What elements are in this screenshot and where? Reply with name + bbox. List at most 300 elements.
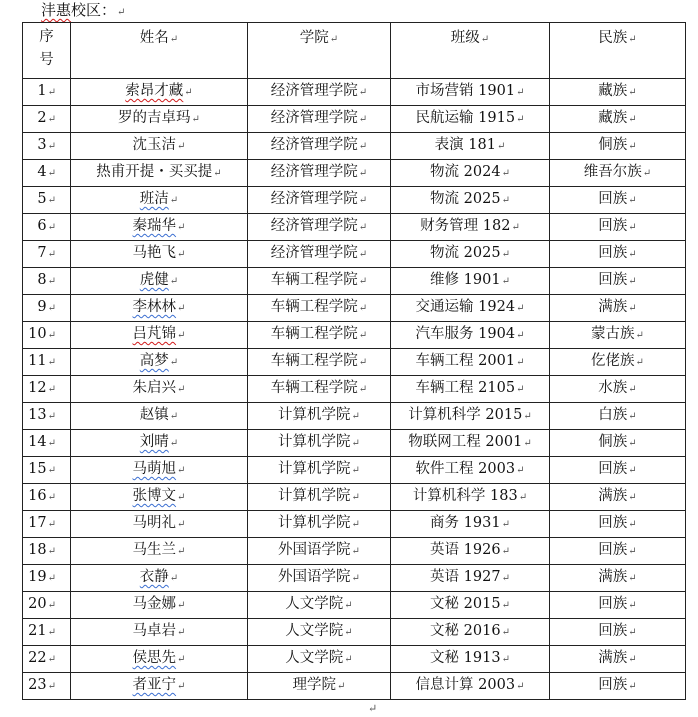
- cell-college: [248, 511, 391, 538]
- paragraph-mark-icon: ↵: [628, 519, 637, 530]
- cell-name-text: 朱启兴: [132, 380, 177, 396]
- cell-seq-text: 2: [37, 110, 47, 126]
- cell-class: [391, 79, 550, 106]
- cell-college: [248, 187, 391, 214]
- cell-class: [391, 268, 550, 295]
- header-seq-bottom: 号: [39, 52, 54, 68]
- cell-seq: [23, 592, 71, 619]
- cell-ethnicity: [550, 133, 686, 160]
- paragraph-mark-icon: ↵: [177, 222, 186, 233]
- header-college-label: 学院: [299, 30, 329, 46]
- cell-class-text: 车辆工程 2105: [415, 380, 516, 396]
- cell-ethnicity-text: 回族: [598, 218, 628, 234]
- paragraph-mark-icon: ↵: [213, 168, 222, 179]
- cell-class-text: 物流 2025: [430, 191, 501, 207]
- paragraph-mark-icon: ↵: [516, 330, 525, 341]
- cell-name: [71, 457, 248, 484]
- cell-class: [391, 511, 550, 538]
- cell-class-text: 车辆工程 2001: [415, 353, 516, 369]
- cell-class-text: 文秘 1913: [430, 650, 501, 666]
- paragraph-mark-icon: ↵: [516, 114, 525, 125]
- cell-seq-text: 20: [28, 596, 47, 612]
- cell-seq: [23, 241, 71, 268]
- paragraph-mark-icon: ↵: [177, 141, 186, 152]
- cell-ethnicity: [550, 79, 686, 106]
- cell-college-text: 计算机学院: [278, 434, 351, 450]
- cell-class-text: 信息计算 2003: [415, 677, 516, 693]
- table-row: [23, 322, 686, 349]
- cell-class: [391, 673, 550, 700]
- cell-ethnicity: [550, 565, 686, 592]
- cell-name-text: 马卓岩: [132, 623, 177, 639]
- cell-seq-text: 17: [28, 515, 47, 531]
- cell-class-text: 物流 2025: [430, 245, 501, 261]
- paragraph-mark-icon: ↵: [177, 627, 186, 638]
- cell-college-text: 计算机学院: [278, 461, 351, 477]
- table-row: [23, 187, 686, 214]
- cell-ethnicity-text: 满族: [598, 488, 628, 504]
- paragraph-mark-icon: ↵: [358, 357, 368, 368]
- paragraph-mark-icon: ↵: [516, 357, 525, 368]
- cell-name: [71, 376, 248, 403]
- table-row: [23, 403, 686, 430]
- cell-name: [71, 160, 248, 187]
- cell-class: [391, 349, 550, 376]
- paragraph-mark-icon: ↵: [177, 492, 186, 503]
- cell-college: [248, 241, 391, 268]
- cell-class-text: 物流 2024: [430, 164, 501, 180]
- cell-name: [71, 106, 248, 133]
- cell-ethnicity-text: 侗族: [598, 434, 628, 450]
- cell-college-text: 人文学院: [285, 596, 344, 612]
- cell-seq: [23, 673, 71, 700]
- paragraph-mark-icon: ↵: [628, 303, 637, 314]
- cell-seq-text: 13: [28, 407, 47, 423]
- cell-seq-text: 7: [37, 245, 47, 261]
- table-row: [23, 106, 686, 133]
- cell-name-text: 马生兰: [132, 542, 177, 558]
- paragraph-mark-icon: ↵: [516, 303, 525, 314]
- paragraph-mark-icon: ↵: [47, 222, 56, 233]
- cell-class: [391, 565, 550, 592]
- paragraph-mark-icon: ↵: [47, 546, 56, 557]
- cell-college: [248, 403, 391, 430]
- cell-college: [248, 619, 391, 646]
- cell-ethnicity-text: 回族: [598, 191, 628, 207]
- table-body: [23, 79, 686, 700]
- cell-ethnicity: [550, 457, 686, 484]
- table-row: [23, 430, 686, 457]
- cell-name-text: 热甫开提・买买提: [96, 164, 213, 180]
- paragraph-mark-icon: ↵: [628, 654, 637, 665]
- cell-college: [248, 322, 391, 349]
- cell-seq: [23, 430, 71, 457]
- paragraph-mark-icon: ↵: [628, 34, 637, 45]
- table-row: [23, 565, 686, 592]
- paragraph-mark-icon: ↵: [516, 384, 525, 395]
- cell-ethnicity-text: 藏族: [598, 110, 628, 126]
- cell-college: [248, 484, 391, 511]
- cell-class-text: 市场营销 1901: [415, 83, 516, 99]
- cell-ethnicity: [550, 322, 686, 349]
- cell-class-text: 汽车服务 1904: [415, 326, 516, 342]
- cell-seq-text: 4: [37, 164, 47, 180]
- paragraph-mark-icon: ↵: [501, 195, 510, 206]
- table-row: [23, 133, 686, 160]
- cell-name-text: 马金娜: [132, 596, 177, 612]
- paragraph-mark-icon: ↵: [480, 34, 490, 45]
- cell-college: [248, 646, 391, 673]
- paragraph-mark-icon: ↵: [358, 330, 368, 341]
- cell-ethnicity: [550, 538, 686, 565]
- paragraph-mark-icon: ↵: [47, 114, 56, 125]
- cell-name: [71, 646, 248, 673]
- paragraph-mark-icon: ↵: [358, 384, 368, 395]
- table-row: [23, 619, 686, 646]
- paragraph-mark-icon: ↵: [628, 681, 637, 692]
- paragraph-mark-icon: ↵: [501, 627, 510, 638]
- cell-class-text: 商务 1931: [430, 515, 501, 531]
- cell-ethnicity: [550, 214, 686, 241]
- paragraph-mark-icon: ↵: [351, 438, 360, 449]
- paragraph-mark-icon: ↵: [628, 141, 637, 152]
- cell-seq: [23, 79, 71, 106]
- cell-college-text: 计算机学院: [278, 515, 351, 531]
- cell-college-text: 经济管理学院: [270, 110, 358, 126]
- cell-class-text: 交通运输 1924: [415, 299, 516, 315]
- cell-ethnicity: [550, 403, 686, 430]
- cell-seq-text: 12: [28, 380, 47, 396]
- header-class: [391, 23, 550, 79]
- cell-ethnicity-text: 藏族: [598, 83, 628, 99]
- paragraph-mark-icon: ↵: [177, 681, 186, 692]
- paragraph-mark-icon: ↵: [518, 492, 528, 503]
- paragraph-mark-icon: ↵: [344, 600, 353, 611]
- cell-college: [248, 160, 391, 187]
- header-name: [71, 23, 248, 79]
- cell-name: [71, 241, 248, 268]
- cell-ethnicity-text: 回族: [598, 515, 628, 531]
- cell-class: [391, 241, 550, 268]
- cell-ethnicity: [550, 619, 686, 646]
- cell-college: [248, 79, 391, 106]
- cell-class-text: 计算机科学 2015: [408, 407, 523, 423]
- cell-ethnicity: [550, 160, 686, 187]
- cell-ethnicity-text: 回族: [598, 623, 628, 639]
- cell-college-text: 车辆工程学院: [270, 299, 358, 315]
- paragraph-mark-icon: ↵: [628, 222, 637, 233]
- header-class-label: 班级: [450, 30, 480, 46]
- cell-class: [391, 592, 550, 619]
- paragraph-mark-icon: ↵: [501, 249, 510, 260]
- cell-ethnicity-text: 仡佬族: [591, 353, 635, 369]
- cell-name: [71, 322, 248, 349]
- paragraph-mark-icon: ↵: [358, 276, 368, 287]
- table-row: [23, 457, 686, 484]
- paragraph-mark-icon: ↵: [169, 573, 179, 584]
- cell-seq: [23, 538, 71, 565]
- cell-ethnicity-text: 维吾尔族: [583, 164, 642, 180]
- cell-ethnicity-text: 侗族: [598, 137, 628, 153]
- cell-class: [391, 403, 550, 430]
- header-name-label: 姓名: [139, 30, 169, 46]
- paragraph-mark-icon: ↵: [351, 465, 360, 476]
- cell-class: [391, 187, 550, 214]
- cell-name: [71, 133, 248, 160]
- table-header-row: [23, 23, 686, 79]
- cell-class: [391, 457, 550, 484]
- cell-seq-text: 3: [37, 137, 47, 153]
- paragraph-mark-icon: ↵: [337, 681, 346, 692]
- paragraph-mark-icon: ↵: [169, 411, 179, 422]
- paragraph-mark-icon: ↵: [47, 465, 56, 476]
- cell-college-text: 理学院: [292, 677, 337, 693]
- campus-name: 沣惠: [41, 1, 72, 19]
- cell-college-text: 人文学院: [285, 623, 344, 639]
- cell-class: [391, 295, 550, 322]
- paragraph-mark-icon: ↵: [169, 357, 179, 368]
- cell-ethnicity-text: 回族: [598, 461, 628, 477]
- cell-class: [391, 322, 550, 349]
- cell-name-text: 马萌旭: [132, 461, 177, 477]
- paragraph-mark-icon: ↵: [501, 168, 510, 179]
- cell-name: [71, 79, 248, 106]
- cell-college: [248, 430, 391, 457]
- cell-seq: [23, 295, 71, 322]
- paragraph-mark-icon: ↵: [635, 357, 644, 368]
- cell-class: [391, 538, 550, 565]
- cell-college-text: 外国语学院: [278, 569, 351, 585]
- paragraph-mark-icon: ↵: [516, 465, 525, 476]
- cell-name: [71, 565, 248, 592]
- cell-college-text: 外国语学院: [278, 542, 351, 558]
- table-row: [23, 592, 686, 619]
- paragraph-mark-icon: ↵: [351, 573, 360, 584]
- paragraph-mark-icon: ↵: [177, 465, 186, 476]
- cell-ethnicity: [550, 430, 686, 457]
- cell-name: [71, 187, 248, 214]
- cell-class: [391, 214, 550, 241]
- paragraph-mark-icon: ↵: [635, 330, 644, 341]
- cell-name-text: 李林林: [132, 299, 177, 315]
- cell-class-text: 软件工程 2003: [415, 461, 516, 477]
- cell-name: [71, 403, 248, 430]
- cell-name-text: 侯思先: [132, 650, 177, 666]
- paragraph-mark-icon: ↵: [47, 195, 56, 206]
- paragraph-mark-icon: ↵: [177, 303, 186, 314]
- paragraph-mark-icon: ↵: [511, 222, 520, 233]
- cell-seq: [23, 106, 71, 133]
- cell-college: [248, 268, 391, 295]
- cell-name-text: 沈玉洁: [132, 137, 177, 153]
- cell-seq: [23, 187, 71, 214]
- end-paragraph-mark-icon: ↵: [368, 702, 378, 715]
- table-row: [23, 538, 686, 565]
- cell-class: [391, 484, 550, 511]
- cell-ethnicity: [550, 187, 686, 214]
- paragraph-mark-icon: ↵: [169, 34, 179, 45]
- cell-ethnicity-text: 回族: [598, 272, 628, 288]
- paragraph-mark-icon: ↵: [501, 573, 510, 584]
- paragraph-mark-icon: ↵: [47, 411, 56, 422]
- table-row: [23, 160, 686, 187]
- paragraph-mark-icon: ↵: [351, 492, 360, 503]
- table-row: [23, 646, 686, 673]
- cell-ethnicity: [550, 673, 686, 700]
- paragraph-mark-icon: ↵: [628, 492, 637, 503]
- cell-seq-text: 22: [28, 650, 47, 666]
- paragraph-mark-icon: ↵: [358, 141, 368, 152]
- cell-ethnicity: [550, 646, 686, 673]
- paragraph-mark-icon: ↵: [628, 465, 637, 476]
- paragraph-mark-icon: ↵: [169, 195, 179, 206]
- cell-class: [391, 376, 550, 403]
- cell-name: [71, 484, 248, 511]
- paragraph-mark-icon: ↵: [642, 168, 652, 179]
- cell-name-text: 吕芃锦: [132, 326, 177, 342]
- table-row: [23, 268, 686, 295]
- cell-name: [71, 295, 248, 322]
- paragraph-mark-icon: ↵: [628, 249, 637, 260]
- header-college: [248, 23, 391, 79]
- paragraph-mark-icon: ↵: [47, 384, 56, 395]
- cell-seq-text: 8: [37, 272, 47, 288]
- paragraph-mark-icon: ↵: [344, 654, 353, 665]
- paragraph-mark-icon: ↵: [358, 195, 368, 206]
- cell-ethnicity-text: 回族: [598, 542, 628, 558]
- paragraph-mark-icon: ↵: [501, 546, 510, 557]
- cell-college-text: 车辆工程学院: [270, 353, 358, 369]
- cell-name-text: 赵镇: [139, 407, 169, 423]
- student-table: [22, 22, 686, 700]
- header-ethnicity: [550, 23, 686, 79]
- cell-class-text: 民航运输 1915: [415, 110, 516, 126]
- cell-college: [248, 457, 391, 484]
- paragraph-mark-icon: ↵: [496, 141, 506, 152]
- cell-seq-text: 15: [28, 461, 47, 477]
- cell-college: [248, 214, 391, 241]
- cell-ethnicity: [550, 106, 686, 133]
- paragraph-mark-icon: ↵: [628, 87, 637, 98]
- paragraph-mark-icon: ↵: [47, 654, 56, 665]
- cell-class-text: 表演 181: [434, 137, 496, 153]
- paragraph-mark-icon: ↵: [628, 276, 637, 287]
- cell-college: [248, 349, 391, 376]
- paragraph-mark-icon: ↵: [47, 87, 56, 98]
- cell-college-text: 人文学院: [285, 650, 344, 666]
- paragraph-mark-icon: ↵: [177, 330, 186, 341]
- header-seq-top: 序: [39, 29, 54, 45]
- cell-ethnicity-text: 回族: [598, 245, 628, 261]
- paragraph-mark-icon: ↵: [329, 34, 339, 45]
- paragraph-mark-icon: ↵: [177, 249, 186, 260]
- cell-college-text: 车辆工程学院: [270, 272, 358, 288]
- paragraph-mark-icon: ↵: [177, 384, 186, 395]
- cell-seq: [23, 349, 71, 376]
- cell-college-text: 经济管理学院: [270, 164, 358, 180]
- paragraph-mark-icon: ↵: [351, 411, 360, 422]
- paragraph-mark-icon: ↵: [628, 384, 637, 395]
- cell-seq-text: 5: [37, 191, 47, 207]
- paragraph-mark-icon: ↵: [169, 438, 179, 449]
- cell-name-text: 者亚宁: [132, 677, 177, 693]
- cell-seq-text: 6: [37, 218, 47, 234]
- cell-college: [248, 106, 391, 133]
- table-row: [23, 79, 686, 106]
- cell-seq: [23, 511, 71, 538]
- cell-ethnicity-text: 满族: [598, 569, 628, 585]
- cell-name-text: 班洁: [139, 191, 169, 207]
- cell-ethnicity: [550, 349, 686, 376]
- cell-college: [248, 565, 391, 592]
- cell-class-text: 英语 1927: [430, 569, 501, 585]
- cell-seq: [23, 484, 71, 511]
- paragraph-mark-icon: ↵: [47, 573, 56, 584]
- cell-seq-text: 19: [28, 569, 47, 585]
- paragraph-mark-icon: ↵: [47, 627, 56, 638]
- cell-class-text: 维修 1901: [430, 272, 501, 288]
- header-seq: [23, 23, 71, 79]
- paragraph-mark-icon: ↵: [47, 519, 56, 530]
- paragraph-mark-icon: ↵: [47, 330, 56, 341]
- cell-seq-text: 21: [28, 623, 47, 639]
- cell-name: [71, 673, 248, 700]
- cell-seq-text: 10: [28, 326, 47, 342]
- paragraph-mark-icon: ↵: [191, 114, 200, 125]
- cell-seq: [23, 214, 71, 241]
- cell-seq-text: 14: [28, 434, 47, 450]
- paragraph-mark-icon: ↵: [358, 87, 368, 98]
- cell-seq: [23, 268, 71, 295]
- cell-name: [71, 538, 248, 565]
- paragraph-mark-icon: ↵: [523, 438, 532, 449]
- paragraph-mark-icon: ↵: [169, 276, 179, 287]
- cell-ethnicity: [550, 592, 686, 619]
- cell-name: [71, 430, 248, 457]
- cell-seq-text: 11: [28, 353, 47, 369]
- cell-college: [248, 295, 391, 322]
- cell-name-text: 索昂才藏: [125, 83, 184, 99]
- cell-ethnicity-text: 满族: [598, 299, 628, 315]
- paragraph-mark-icon: ↵: [516, 87, 525, 98]
- paragraph-mark-icon: ↵: [47, 357, 56, 368]
- cell-ethnicity: [550, 511, 686, 538]
- paragraph-mark-icon: ↵: [628, 600, 637, 611]
- cell-college-text: 车辆工程学院: [270, 326, 358, 342]
- cell-name: [71, 349, 248, 376]
- paragraph-mark-icon: ↵: [358, 222, 368, 233]
- paragraph-mark-icon: ↵: [501, 519, 510, 530]
- paragraph-mark-icon: ↵: [628, 438, 637, 449]
- table-row: [23, 241, 686, 268]
- cell-ethnicity-text: 回族: [598, 677, 628, 693]
- cell-class-text: 文秘 2015: [430, 596, 501, 612]
- cell-name-text: 罗的吉卓玛: [118, 110, 191, 126]
- cell-name: [71, 268, 248, 295]
- cell-class: [391, 106, 550, 133]
- cell-ethnicity: [550, 241, 686, 268]
- table-row: [23, 214, 686, 241]
- cell-class-text: 物联网工程 2001: [408, 434, 523, 450]
- table-row: [23, 511, 686, 538]
- paragraph-mark-icon: ↵: [47, 249, 56, 260]
- paragraph-mark-icon: ↵: [501, 600, 510, 611]
- cell-seq: [23, 646, 71, 673]
- cell-college: [248, 673, 391, 700]
- cell-ethnicity-text: 白族: [598, 407, 628, 423]
- cell-name-text: 马明礼: [132, 515, 177, 531]
- table-row: [23, 295, 686, 322]
